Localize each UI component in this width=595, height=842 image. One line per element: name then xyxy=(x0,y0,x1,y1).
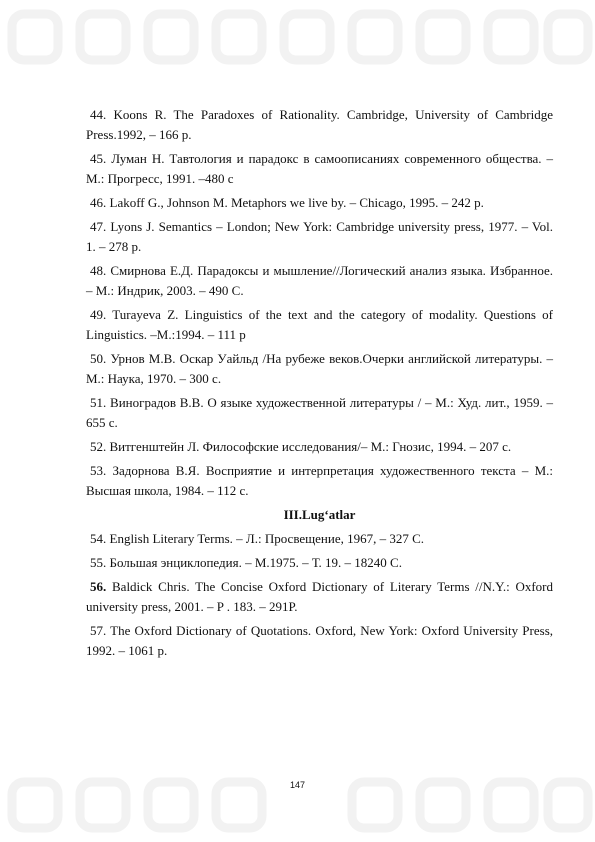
entry-number: 53. xyxy=(90,463,107,478)
bibliography-entry-46 xyxy=(86,193,553,213)
page-number: 147 xyxy=(289,780,306,790)
entry-text: Смирнова Е.Д. Парадоксы и мышление//Логический анализ языка. Избранное. – М.: Индрик, 2003. – 490 С. xyxy=(86,263,554,298)
entry-number: 56. xyxy=(90,579,107,594)
entry-number: 52. xyxy=(90,439,107,454)
entry-text: Baldick Chris. The Concise Oxford Dictionary of Literary Terms //N.Y.: Oxford university press, 2001. – P . 183. – 291P. xyxy=(86,579,553,614)
bibliography-entry-52 xyxy=(86,437,553,457)
entry-number: 49. xyxy=(90,307,107,322)
entry-text: Turayeva Z. Linguistics of the text and the category of modality. Questions of Linguistics. –M.:1994. – 111 p xyxy=(86,307,554,342)
entry-text: Витгенштейн Л. Философские исследования/– М.: Гнозис, 1994. – 207 с. xyxy=(109,439,512,454)
bibliography-entry-55 xyxy=(86,553,553,573)
entry-number: 45. xyxy=(90,151,107,166)
entry-number: 50. xyxy=(90,351,107,366)
entry-number: 51. xyxy=(90,395,107,410)
entry-text: Виноградов В.В. О языке художественной литературы / – М.: Худ. лит., 1959. – 655 с. xyxy=(86,395,553,430)
bibliography-entry-44 xyxy=(86,105,553,145)
bibliography xyxy=(86,105,553,665)
entry-number: 54. xyxy=(90,531,107,546)
entry-number: 47. xyxy=(90,219,107,234)
entry-text: Lyons J. Semantics – London; New York: Cambridge university press, 1977. – Vol. 1. – 278 p. xyxy=(86,219,553,254)
entry-text: Урнов М.В. Оскар Уайльд /На рубеже веков.Очерки английской литературы. – М.: Наука, 1970. – 300 с. xyxy=(86,351,554,386)
entry-text: Большая энциклопедия. – М.1975. – Т. 19. – 18240 С. xyxy=(109,555,402,570)
entry-text: Луман Н. Тавтология и парадокс в самоописаниях современного общества. – М.: Прогресс, 1991. –480 c xyxy=(86,151,553,186)
entry-text: Задорнова В.Я. Восприятие и интерпретация художественного текста – М.: Высшая школа, 1984. – 112 с. xyxy=(86,463,554,498)
bibliography-entry-54 xyxy=(86,529,553,549)
bibliography-entry-49 xyxy=(86,305,553,345)
bibliography-entry-47 xyxy=(86,217,553,257)
entry-number: 44. xyxy=(90,107,107,122)
bibliography-entry-56 xyxy=(86,577,553,617)
entry-text: Lakoff G., Johnson M. Metaphors we live by. – Chicago, 1995. – 242 p. xyxy=(109,195,484,210)
entry-text: English Literary Terms. – Л.: Просвещение, 1967, – 327 С. xyxy=(109,531,425,546)
bibliography-entry-45 xyxy=(86,149,553,189)
entry-text: Koons R. The Paradoxes of Rationality. Cambridge, University of Cambridge Press.1992, – 166 p. xyxy=(86,107,554,142)
entry-number: 48. xyxy=(90,263,107,278)
entry-number: 55. xyxy=(90,555,107,570)
bibliography-entry-51 xyxy=(86,393,553,433)
bibliography-entry-57 xyxy=(86,621,553,661)
entry-text: The Oxford Dictionary of Quotations. Oxford, New York: Oxford University Press, 1992. – 1061 p. xyxy=(86,623,554,658)
section-title: III.Lug‘atlar xyxy=(283,507,356,522)
entry-number: 46. xyxy=(90,195,107,210)
entry-number: 57. xyxy=(90,623,107,638)
bibliography-entry-48 xyxy=(86,261,553,301)
bibliography-entry-50 xyxy=(86,349,553,389)
bibliography-entry-53 xyxy=(86,461,553,501)
